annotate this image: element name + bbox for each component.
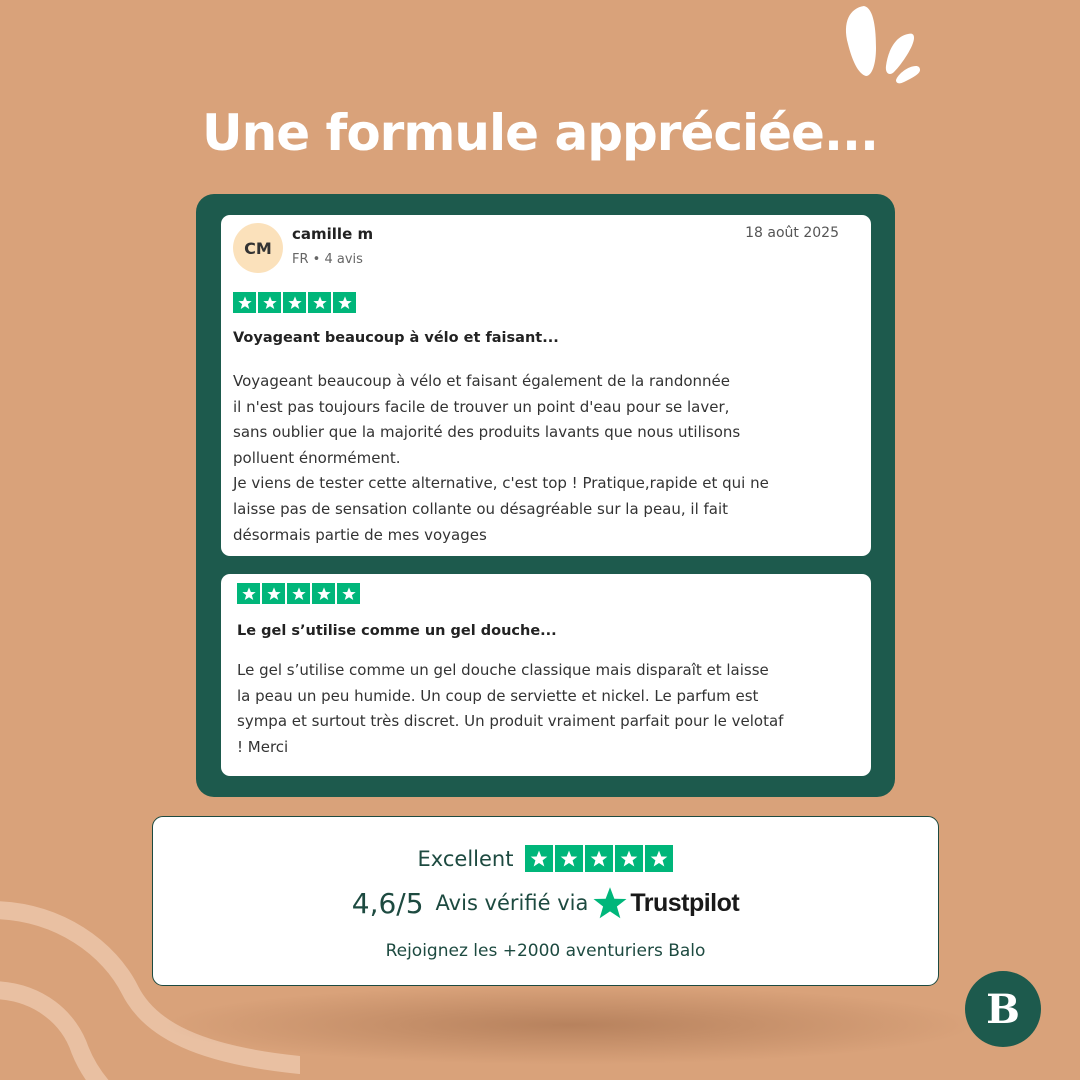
rating-value: 4,6/5 [351,886,424,920]
star-icon [283,292,306,313]
verified-text: Avis vérifié via [435,891,589,915]
star-icon [262,583,285,604]
review-body-line: désormais partie de mes voyages [233,525,487,544]
review-title[interactable]: Le gel s’utilise comme un gel douche... [237,623,557,639]
review-card [221,574,871,776]
star-icon [337,583,360,604]
star-icon [233,292,256,313]
review-card [221,215,871,556]
review-body-line: polluent énormément. [233,448,401,467]
reviewer-name[interactable]: camille m [292,225,374,243]
avatar: CM [233,223,283,273]
headline: Une formule appréciée... [202,104,878,162]
star-icon [312,583,335,604]
star-icon [525,845,553,872]
star-rating [233,292,356,313]
community-text: Rejoignez les +2000 aventuriers Balo [385,941,706,961]
star-icon [585,845,613,872]
review-body-line: ! Merci [237,737,289,756]
excellent-label: Excellent [417,846,514,871]
bottom-shadow [160,985,980,1065]
review-body [233,369,863,548]
review-body-line: sympa et surtout très discret. Un produit vraiment parfait pour le velotaf [237,712,784,731]
star-icon [258,292,281,313]
review-title[interactable]: Voyageant beaucoup à vélo et faisant... [233,330,559,346]
review-date: 18 août 2025 [745,225,839,241]
star-rating [237,583,360,604]
review-body-line: laisse pas de sensation collante ou désagréable sur la peau, il fait [233,499,729,518]
star-icon [237,583,260,604]
review-body-line: Le gel s’utilise comme un gel douche classique mais disparaît et laisse [237,661,769,679]
review-body [237,658,862,760]
trustpilot-logo[interactable]: Trustpilot [630,888,740,917]
star-icon [287,583,310,604]
excellent-row [153,845,938,872]
star-icon [555,845,583,872]
star-icon [615,845,643,872]
review-body-line: il n'est pas toujours facile de trouver un point d'eau pour se laver, [233,397,730,416]
review-body-line: sans oublier que la majorité des produits lavants que nous utilisons [233,423,741,442]
star-icon [645,845,673,872]
balo-logo: B [965,971,1041,1047]
review-body-line: la peau un peu humide. Un coup de serviette et nickel. Le parfum est [237,686,759,705]
trustpilot-star-icon [592,885,628,921]
star-icon [308,292,331,313]
reviewer-meta: FR • 4 avis [292,252,363,267]
review-body-line: Voyageant beaucoup à vélo et faisant également de la randonnée [233,372,730,390]
trustpilot-summary [152,816,939,986]
review-body-line: Je viens de tester cette alternative, c'est top ! Pratique,rapide et qui ne [233,474,769,493]
star-icon [333,292,356,313]
rating-row [153,885,938,921]
summary-star-rating [525,845,673,872]
splash-decoration [836,4,926,88]
